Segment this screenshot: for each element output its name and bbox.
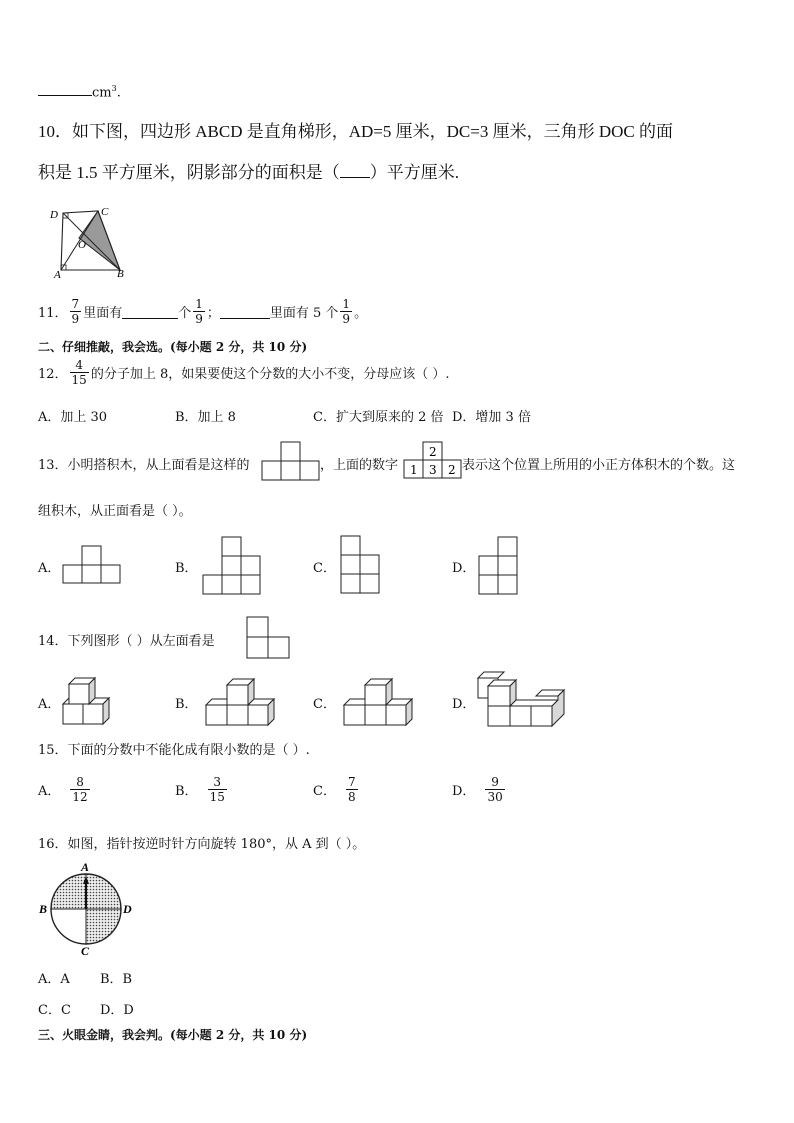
fraction: $\frac{4}{15}$ [71, 358, 87, 387]
label-d: D [123, 902, 132, 916]
fraction: $\frac{1}{9}$ [195, 297, 203, 326]
option-d[interactable]: D．D [100, 1003, 134, 1018]
q13-t3: 表示这个位置上所用的小正方体积木的个数。这 [462, 458, 736, 473]
option-a-figure[interactable] [63, 545, 123, 585]
fraction: $\frac{9}{30}$ [487, 775, 503, 804]
option-a[interactable]: A． [38, 561, 61, 576]
label-a: A [81, 860, 90, 874]
option-a[interactable]: A． [38, 697, 61, 712]
continued-line: $cm^3$. [38, 84, 121, 100]
fraction: $\frac{3}{15}$ [209, 775, 225, 804]
number-grid-figure [404, 441, 462, 479]
q15-text: 15．下面的分数中不能化成有限小数的是（ ）. [38, 743, 310, 758]
section-heading: 三、火眼金睛，我会判。(每小题 2 分，共 10 分) [38, 1028, 308, 1042]
label-b: B [39, 902, 48, 916]
label-c: C [81, 944, 90, 958]
option-c-cubes[interactable] [342, 675, 414, 729]
label-c: C [101, 206, 109, 218]
q10-line2: 积是 1.5 平方厘米，阴影部分的面积是（ ）平方厘米. [38, 163, 459, 182]
option-d-figure[interactable] [479, 536, 521, 596]
q13-t2: ，上面的数字 [320, 458, 399, 473]
fraction: $\frac{7}{9}$ [71, 297, 80, 326]
answer-blank[interactable] [220, 304, 270, 319]
option-d[interactable]: D． $\frac{9}{30}$ [452, 775, 503, 804]
trapezoid-figure [45, 205, 135, 280]
label-a: A [54, 269, 61, 281]
dial-figure [38, 858, 138, 958]
option-a[interactable]: A．A [38, 972, 70, 987]
q13-line2: 组积木，从正面看是（ ）。 [38, 504, 192, 519]
digit: 1 [410, 463, 418, 477]
option-b-figure[interactable] [203, 536, 263, 596]
option-b[interactable]: B． [175, 561, 198, 576]
option-a[interactable]: A．加上 30 [38, 410, 108, 425]
top-view-figure [262, 441, 320, 481]
q16-text: 16．如图，指针按逆时针方向旋转 180°，从 A 到（ ）。 [38, 837, 366, 852]
fraction: $\frac{8}{12}$ [72, 775, 88, 804]
label-d: D [50, 209, 58, 221]
option-c[interactable]: C．扩大到原来的 2 倍 [313, 410, 444, 425]
q13-t1: 13．小明搭积木，从上面看是这样的 [38, 458, 250, 473]
option-c[interactable]: C．C [38, 1003, 71, 1018]
option-b[interactable]: B． [175, 697, 198, 712]
option-d-cubes[interactable] [474, 670, 570, 732]
option-c[interactable]: C． [313, 561, 336, 576]
option-c-figure[interactable] [341, 535, 383, 595]
digit: 2 [448, 463, 456, 477]
answer-blank[interactable] [38, 95, 92, 96]
digit: 2 [429, 445, 437, 459]
option-a[interactable]: A． $\frac{8}{12}$ [38, 775, 88, 804]
fraction: $\frac{7}{8}$ [347, 775, 356, 804]
digit: 3 [429, 463, 437, 477]
left-view-figure [247, 616, 291, 660]
option-d[interactable]: D． [452, 697, 476, 712]
answer-blank[interactable] [122, 304, 178, 319]
q10-line1: 10．如下图，四边形 ABCD 是直角梯形，AD=5 厘米，DC=3 厘米，三角形 DOC 的面 [38, 122, 673, 141]
fraction: $\frac{1}{9}$ [342, 297, 351, 326]
option-b[interactable]: B．加上 8 [175, 410, 236, 425]
option-d[interactable]: D． [452, 561, 476, 576]
option-c[interactable]: C． [313, 697, 336, 712]
option-a-cubes[interactable] [61, 672, 121, 728]
q11: 11． $\frac{7}{9}$ 里面有 个 $\frac{1}{9}$ ； 里面有 5 个 $\frac{1}{9}$ 。 [38, 297, 368, 326]
exponent: 3 [111, 84, 117, 93]
label-o: O [78, 239, 86, 251]
label-b: B [117, 268, 124, 280]
section-heading: 二、仔细推敲，我会选。(每小题 2 分，共 10 分) [38, 340, 308, 354]
option-b[interactable]: B．B [100, 972, 133, 987]
q12: 12． $\frac{4}{15}$ 的分子加上 8，如果要使这个分数的大小不变，分母应该（ ）. [38, 358, 450, 387]
q14-t1: 14．下列图形（ ）从左面看是 [38, 634, 215, 649]
option-c[interactable]: C． $\frac{7}{8}$ [313, 775, 356, 804]
option-b-cubes[interactable] [204, 675, 276, 729]
option-b[interactable]: B． $\frac{3}{15}$ [175, 775, 225, 804]
answer-blank[interactable] [340, 177, 370, 178]
option-d[interactable]: D．增加 3 倍 [452, 410, 531, 425]
